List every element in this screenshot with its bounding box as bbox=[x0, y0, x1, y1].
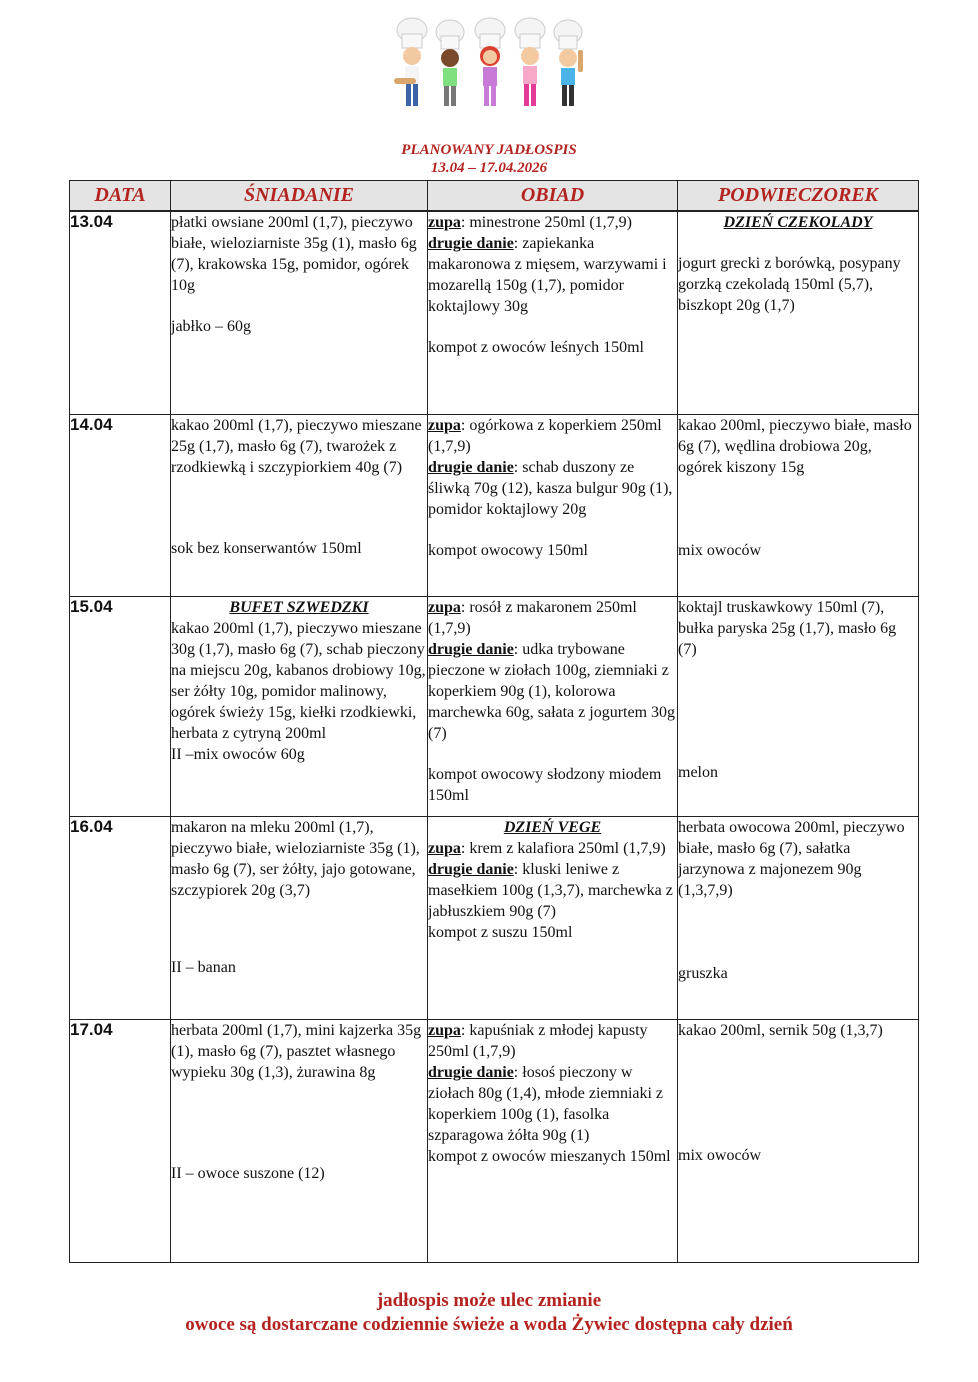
menu-row bbox=[70, 211, 919, 414]
main-course-text: : udka trybowane pieczone w ziołach 100g, ziemniaki z koperkiem 90g (1), kolorowa marchewka 60g, sałata z jogurtem 30g (7) bbox=[428, 640, 676, 742]
lunch-special-label: DZIEŃ VEGE bbox=[503, 818, 602, 836]
main-course-label: drugie danie bbox=[428, 235, 514, 252]
menu-date: 16.04 bbox=[70, 816, 171, 1019]
snack-second: gruszka bbox=[678, 964, 728, 982]
lunch-main bbox=[428, 457, 677, 520]
column-header-snack: PODWIECZOREK bbox=[678, 181, 919, 212]
lunch-soup bbox=[428, 1020, 677, 1062]
snack-main: jogurt grecki z borówką, posypany gorzką czekoladą 150ml (5,7), biszkopt 20g (1,7) bbox=[678, 255, 901, 314]
soup-label: zupa bbox=[428, 839, 461, 857]
menu-date: 13.04 bbox=[70, 211, 171, 414]
lunch-soup bbox=[428, 415, 677, 457]
footer-note-fruit-water: owoce są dostarczane codziennie świeże a woda Żywiec dostępna cały dzień bbox=[185, 1314, 793, 1335]
snack-special-label: DZIEŃ CZEKOLADY bbox=[723, 214, 873, 231]
chef-kid-4 bbox=[515, 18, 545, 106]
lunch-cell bbox=[428, 1019, 678, 1262]
snack-second: mix owoców bbox=[678, 541, 762, 559]
main-course-label: drugie danie bbox=[428, 1063, 514, 1081]
soup-text: : krem z kalafiora 250ml (1,7,9) bbox=[460, 839, 666, 857]
menu-row bbox=[70, 1019, 919, 1262]
soup-text: : rosół z makaronem 250ml (1,7,9) bbox=[428, 598, 637, 637]
snack-cell bbox=[678, 414, 919, 596]
lunch-drink: kompot z suszu 150ml bbox=[428, 923, 573, 941]
lunch-soup bbox=[428, 212, 677, 233]
breakfast-main: herbata 200ml (1,7), mini kajzerka 35g (1), masło 6g (7), pasztet własnego wypieku 30g (1,3), żurawina 8g bbox=[171, 1021, 422, 1081]
lunch-main bbox=[428, 1062, 677, 1146]
table-header-row bbox=[70, 181, 919, 212]
menu-date-range: 13.04 – 17.04.2026 bbox=[430, 160, 548, 176]
lunch-drink: kompot z owoców mieszanych 150ml bbox=[428, 1147, 671, 1165]
breakfast-special-label: BUFET SZWEDZKI bbox=[229, 598, 369, 616]
snack-cell bbox=[678, 211, 919, 414]
breakfast-main: kakao 200ml (1,7), pieczywo mieszane 30g (1,7), masło 6g (7), schab pieczony na miejscu 20g, kabanos drobiowy 10g, ser żółty 10g, pomidor malinowy, ogórek świeży 15g, kiełki rzodkiewki, herbata z cytryną 200ml bbox=[171, 619, 426, 742]
breakfast-cell bbox=[171, 414, 428, 596]
chef-kid-5 bbox=[554, 20, 583, 106]
lunch-soup bbox=[428, 838, 677, 859]
main-course-text: : kluski leniwe z masełkiem 100g (1,3,7), marchewka z jabłuszkiem 90g (7) bbox=[428, 860, 673, 920]
snack-second: mix owoców bbox=[678, 1146, 762, 1164]
column-header-date: DATA bbox=[70, 181, 171, 212]
snack-main: herbata owocowa 200ml, pieczywo białe, masło 6g (7), sałatka jarzynowa z majonezem 90g (1,3,7,9) bbox=[678, 818, 905, 899]
snack-main: kakao 200ml, sernik 50g (1,3,7) bbox=[678, 1021, 883, 1039]
snack-main: kakao 200ml, pieczywo białe, masło 6g (7), wędlina drobiowa 20g, ogórek kiszony 15g bbox=[678, 416, 912, 476]
main-course-text: : łosoś pieczony w ziołach 80g (1,4), młode ziemniaki z koperkiem 100g (1), fasolka szparagowa żółta 90g (1) bbox=[428, 1063, 664, 1144]
soup-text: : kapuśniak z młodej kapusty 250ml (1,7,9) bbox=[428, 1021, 648, 1060]
column-header-breakfast: ŚNIADANIE bbox=[171, 181, 428, 212]
menu-title-block bbox=[0, 141, 978, 177]
breakfast-main: kakao 200ml (1,7), pieczywo mieszane 25g (1,7), masło 6g (7), twarożek z rzodkiewką i szczypiorkiem 40g (7) bbox=[171, 416, 422, 476]
main-course-text: : zapiekanka makaronowa z mięsem, warzywami i mozarellą 150g (1,7), pomidor koktajlowy 30g bbox=[428, 235, 667, 315]
lunch-cell bbox=[428, 596, 678, 816]
lunch-main bbox=[428, 233, 677, 317]
soup-label: zupa bbox=[428, 1021, 461, 1039]
menu-row bbox=[70, 816, 919, 1019]
snack-main: koktajl truskawkowy 150ml (7), bułka paryska 25g (1,7), masło 6g (7) bbox=[678, 598, 897, 658]
breakfast-second: jabłko – 60g bbox=[171, 318, 251, 335]
breakfast-second: II –mix owoców 60g bbox=[171, 745, 305, 763]
footer-note-menu-change: jadłospis może ulec zmianie bbox=[376, 1290, 602, 1311]
soup-label: zupa bbox=[428, 598, 461, 616]
soup-text: : minestrone 250ml (1,7,9) bbox=[460, 214, 632, 231]
main-course-label: drugie danie bbox=[428, 458, 514, 476]
soup-text: : ogórkowa z koperkiem 250ml (1,7,9) bbox=[428, 416, 662, 455]
column-header-lunch: OBIAD bbox=[428, 181, 678, 212]
breakfast-second: sok bez konserwantów 150ml bbox=[171, 539, 362, 557]
breakfast-cell bbox=[171, 211, 428, 414]
snack-cell bbox=[678, 816, 919, 1019]
snack-cell bbox=[678, 1019, 919, 1262]
breakfast-cell bbox=[171, 816, 428, 1019]
lunch-cell bbox=[428, 414, 678, 596]
lunch-drink: kompot owocowy 150ml bbox=[428, 541, 588, 559]
main-course-label: drugie danie bbox=[428, 860, 514, 878]
lunch-main bbox=[428, 859, 677, 922]
footer-notes bbox=[0, 1289, 978, 1337]
breakfast-cell bbox=[171, 1019, 428, 1262]
lunch-cell bbox=[428, 211, 678, 414]
chef-kid-2 bbox=[436, 20, 464, 106]
lunch-cell bbox=[428, 816, 678, 1019]
lunch-drink: kompot z owoców leśnych 150ml bbox=[428, 339, 644, 356]
breakfast-main: płatki owsiane 200ml (1,7), pieczywo białe, wieloziarniste 35g (1), masło 6g (7), krakowska 15g, pomidor, ogórek 10g bbox=[171, 214, 417, 294]
menu-table bbox=[69, 180, 919, 1263]
chef-kid-1 bbox=[394, 18, 427, 106]
lunch-drink: kompot owocowy słodzony miodem 150ml bbox=[428, 765, 662, 804]
snack-second: melon bbox=[678, 763, 718, 781]
menu-row bbox=[70, 596, 919, 816]
breakfast-second: II – banan bbox=[171, 958, 236, 976]
lunch-main bbox=[428, 639, 677, 744]
soup-label: zupa bbox=[428, 416, 461, 434]
snack-cell bbox=[678, 596, 919, 816]
main-course-label: drugie danie bbox=[428, 640, 514, 658]
menu-date: 15.04 bbox=[70, 596, 171, 816]
menu-row bbox=[70, 414, 919, 596]
chef-kid-3 bbox=[475, 18, 505, 106]
menu-date: 17.04 bbox=[70, 1019, 171, 1262]
lunch-soup bbox=[428, 597, 677, 639]
breakfast-second: II – owoce suszone (12) bbox=[171, 1164, 325, 1182]
soup-label: zupa bbox=[428, 214, 461, 231]
kids-chefs-illustration bbox=[392, 16, 588, 116]
menu-date: 14.04 bbox=[70, 414, 171, 596]
breakfast-main: makaron na mleku 200ml (1,7), pieczywo białe, wieloziarniste 35g (1), masło 6g (7), ser żółty, jajo gotowane, szczypiorek 20g (3,7) bbox=[171, 818, 420, 899]
menu-title: PLANOWANY JADŁOSPIS bbox=[401, 142, 577, 158]
main-course-text: : schab duszony ze śliwką 70g (12), kasza bulgur 90g (1), pomidor koktajlowy 20g bbox=[428, 458, 673, 518]
breakfast-cell bbox=[171, 596, 428, 816]
